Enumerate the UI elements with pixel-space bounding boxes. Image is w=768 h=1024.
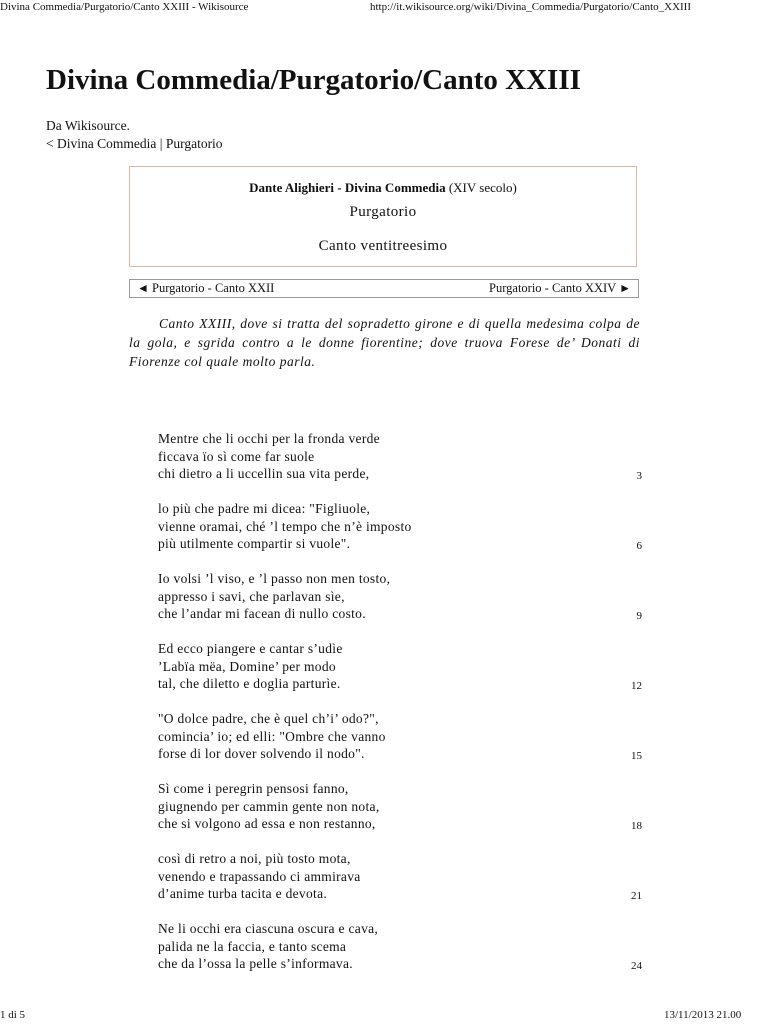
line-number: 3 [636,470,642,482]
line-number: 24 [631,960,642,972]
tercet [158,850,642,920]
verse-line: comincia’ io; ed elli: "Ombre che vanno [158,728,386,744]
source-note: Da Wikisource. [46,118,130,133]
verse-line: che l’andar mi facean di nullo costo. [158,606,366,621]
right-arrow-icon: ► [619,281,631,295]
verse-line: ficcava ïo sì come far suole [158,448,315,464]
line-number: 15 [631,750,642,762]
author-work-line [130,180,636,196]
breadcrumb-prefix: < [46,136,57,151]
print-footer [0,1008,768,1022]
print-timestamp: 13/11/2013 21.00 [664,1009,742,1021]
verse-line: palida ne la faccia, e tanto scema [158,938,347,954]
century: (XIV secolo) [445,180,517,195]
canto-navigation [129,279,639,298]
tercet [158,500,642,570]
page-title: Divina Commedia/Purgatorio/Canto XXIII [46,64,581,96]
verse-line: Ne li occhi era ciascuna oscura e cava, [158,921,379,936]
canto-summary [129,314,640,371]
breadcrumb [46,135,223,153]
line-number: 18 [631,820,642,832]
cantica-title: Purgatorio [349,204,417,220]
next-canto-label: Purgatorio - Canto XXIV [489,281,616,295]
verse-line: giugnendo per cammin gente non nota, [158,798,380,814]
left-arrow-icon: ◄ [137,281,149,295]
page-counter: 1 di 5 [0,1009,26,1021]
tercet [158,430,642,500]
prev-canto-label: Purgatorio - Canto XXII [152,281,275,295]
verse-line: venendo e trapassando ci ammirava [158,868,361,884]
verse-line: ’Labïa mëa, Domine’ per modo [158,658,336,674]
verse-line: appresso i savi, che parlavan sìe, [158,588,345,604]
print-header-title: Divina Commedia/Purgatorio/Canto XXIII - Wikisource [0,1,249,13]
verse-line: tal, che diletto e doglia parturìe. [158,676,341,691]
verse-line: Ed ecco piangere e cantar s’udìe [158,641,343,656]
line-number: 21 [631,890,642,902]
breadcrumb-link-divina-commedia[interactable]: Divina Commedia [57,136,157,151]
verse-line: Sì come i peregrin pensosi fanno, [158,781,349,796]
canto-title: Canto ventitreesimo [318,238,448,254]
prev-canto-link[interactable] [137,280,274,297]
verse-line: vienne oramai, ché ’l tempo che n’è imposto [158,518,412,534]
line-number: 12 [631,680,642,692]
verse-line: più utilmente compartir si vuole". [158,536,351,551]
tercet [158,570,642,640]
breadcrumb-separator: | [156,136,166,151]
breadcrumb-link-purgatorio[interactable]: Purgatorio [165,136,223,151]
author-work: Dante Alighieri - Divina Commedia [249,180,446,195]
poem-text [158,430,642,990]
verse-line: Mentre che li occhi per la fronda verde [158,431,380,446]
next-canto-link[interactable] [489,280,631,297]
print-header [0,0,768,14]
verse-line: Io volsi ’l viso, e ’l passo non men tosto, [158,571,391,586]
tercet [158,640,642,710]
tercet [158,710,642,780]
work-infobox [129,166,637,267]
print-header-url: http://it.wikisource.org/wiki/Divina_Commedia/Purgatorio/Canto_XXIII [370,1,692,13]
line-number: 6 [636,540,642,552]
line-number: 9 [636,610,642,622]
verse-line: così di retro a noi, più tosto mota, [158,851,351,866]
canto-summary-text: Canto XXIII, dove si tratta del sopradetto girone e di quella medesima colpa de la gola, e sgrida contro a le donne fiorentine; dove truova Forese de’ Donati di Fiorenze col quale molto parla. [129,316,640,369]
tercet [158,780,642,850]
tercet [158,920,642,990]
verse-line: forse di lor dover solvendo il nodo". [158,746,365,761]
verse-line: che si volgono ad essa e non restanno, [158,816,376,831]
verse-line: lo più che padre mi dicea: "Figliuole, [158,501,371,516]
verse-line: "O dolce padre, che è quel ch’i’ odo?", [158,711,379,726]
page-subinfo [46,117,223,153]
verse-line: d’anime turba tacita e devota. [158,886,328,901]
verse-line: chi dietro a li uccellin sua vita perde, [158,466,370,481]
verse-line: che da l’ossa la pelle s’informava. [158,956,353,971]
